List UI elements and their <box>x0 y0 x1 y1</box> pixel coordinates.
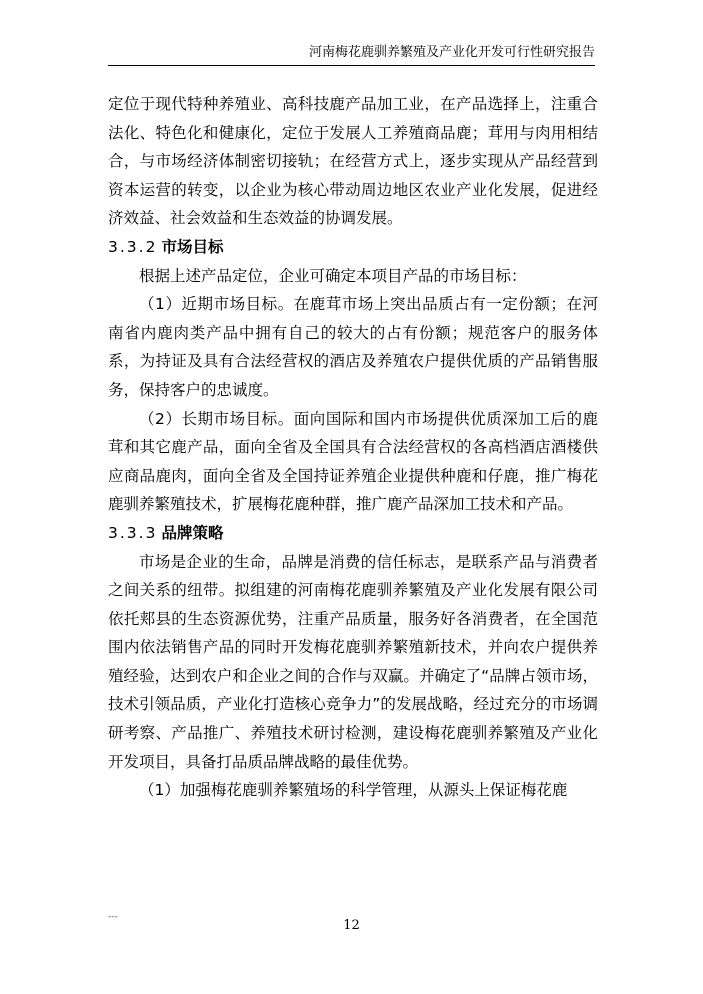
footer-mark: --- <box>108 912 118 922</box>
paragraph-market-intro: 根据上述产品定位，企业可确定本项目产品的市场目标： <box>139 266 527 285</box>
paragraph-long-term-goal: （2）长期市场目标。面向国际和国内市场提供优质深加工后的鹿茸和其它鹿产品，面向全省及全国具有合法经营权的各高档酒店酒楼供应商品鹿肉，面向全省及全国持证养殖企业提供种鹿和仔鹿，推广梅花鹿驯养繁殖技术，扩展梅花鹿种群，推广鹿产品深加工技术和产品。 <box>108 409 598 514</box>
report-title: 河南梅花鹿驯养繁殖及产业化开发可行性研究报告 <box>308 45 595 60</box>
paragraph-brand-strategy: 市场是企业的生命，品牌是消费的信任标志，是联系产品与消费者之间关系的纽带。拟组建的河南梅花鹿驯养繁殖及产业化发展有限公司依托郏县的生态资源优势，注重产品质量，服务好各消费者，在全国范围内依法销售产品的同时开发梅花鹿驯养繁殖新技术，并向农户提供养殖经验，达到农户和企业之间的合作与双赢。并确定了“品牌占领市场，技术引领品质，产业化打造核心竞争力”的发展战略，经过充分的市场调研考察、产品推广、养殖技术研讨检测，建设梅花鹿驯养繁殖及产业化开发项目，具备打品质品牌战略的最佳优势。 <box>108 552 598 771</box>
section-number: 3.3.2 <box>108 237 158 256</box>
section-title: 市场目标 <box>161 237 224 256</box>
page-header <box>108 44 595 66</box>
page-number: 12 <box>343 918 360 933</box>
paragraph-management: （1）加强梅花鹿驯养繁殖场的科学管理，从源头上保证梅花鹿 <box>139 781 568 800</box>
section-heading-3-3-2 <box>108 233 598 262</box>
document-body <box>108 90 598 805</box>
section-heading-3-3-3 <box>108 519 598 548</box>
paragraph-short-term-goal: （1）近期市场目标。在鹿茸市场上突出品质占有一定份额；在河南省内鹿肉类产品中拥有自己的较大的占有份额；规范客户的服务体系，为持证及具有合法经营权的酒店及养殖农户提供优质的产品销售服务，保持客户的忠诚度。 <box>108 295 598 399</box>
section-title: 品牌策略 <box>161 523 224 542</box>
section-number: 3.3.3 <box>108 523 158 542</box>
paragraph-positioning: 定位于现代特种养殖业、高科技鹿产品加工业，在产品选择上，注重合法化、特色化和健康化，定位于发展人工养殖商品鹿；茸用与肉用相结合，与市场经济体制密切接轨；在经营方式上，逐步实现从产品经营到资本运营的转变，以企业为核心带动周边地区农业产业化发展，促进经济效益、社会效益和生态效益的协调发展。 <box>108 95 598 228</box>
